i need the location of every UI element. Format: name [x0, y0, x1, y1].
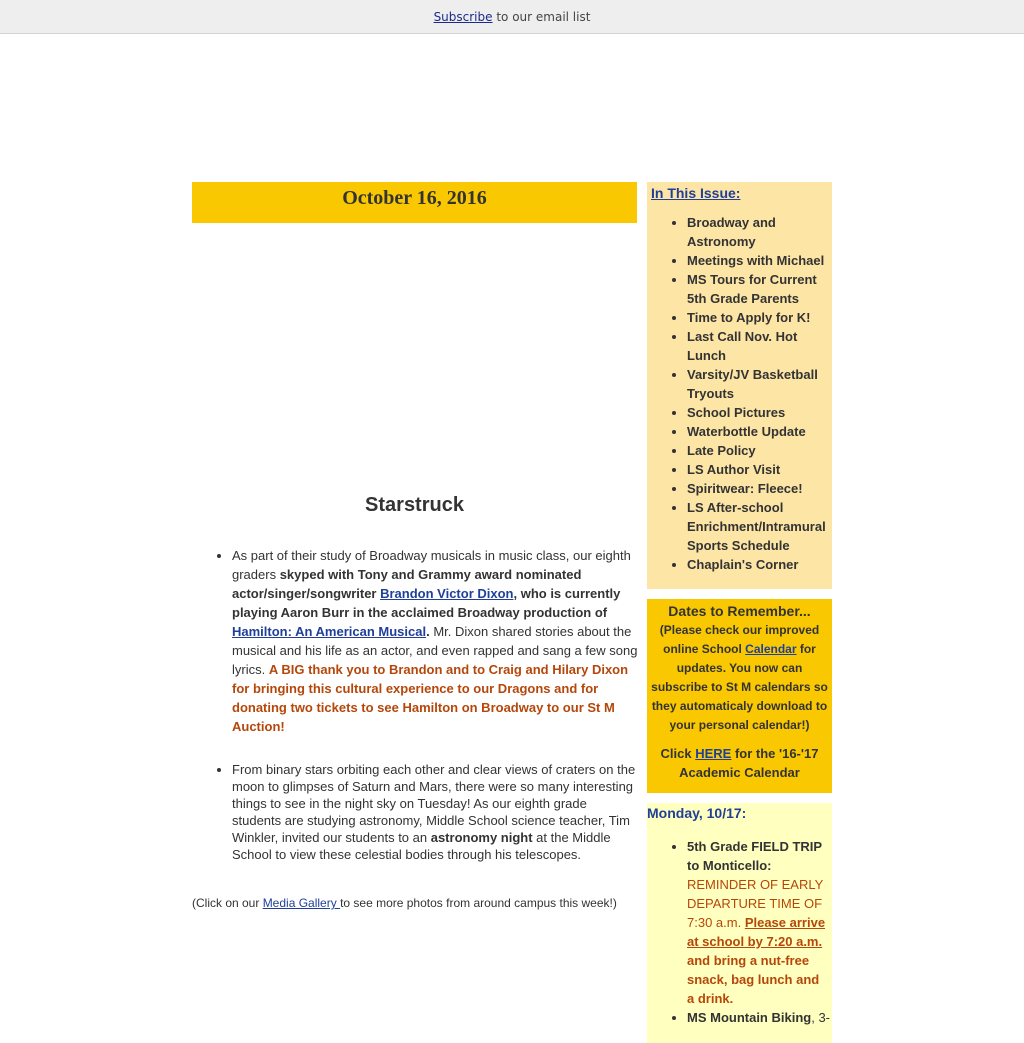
dates-title: Dates to Remember... [668, 603, 811, 619]
issue-item: • Chaplain's Corner [687, 555, 828, 574]
story1-bold2: , who is currently playing Aaron Burr in the acclaimed Broadway production of [232, 586, 621, 620]
in-this-issue-box [647, 182, 832, 589]
subscribe-bar [0, 0, 1024, 34]
click-prefix: Click [660, 746, 696, 761]
issue-item: • Varsity/JV Basketball Tryouts [687, 365, 828, 403]
monday-heading: Monday, 10/17: [647, 805, 747, 821]
departure-reminder: REMINDER OF EARLY DEPARTURE TIME OF 7:30 a.m. [687, 877, 824, 930]
click-suffix: for the '16-'17 Academic Calendar [679, 746, 819, 780]
subscribe-text: to our email list [492, 10, 591, 24]
issue-item: • LS After-school Enrichment/Intramural Sports Schedule [687, 498, 828, 555]
event-item-mountain-biking [687, 1008, 830, 1027]
dates-to-remember-box [647, 599, 832, 793]
issue-item: • Spiritwear: Fleece! [687, 479, 828, 498]
field-trip-rest: and bring a nut-free snack, bag lunch and a drink. [687, 953, 820, 1006]
story2-bold: astronomy night [430, 830, 533, 845]
article-title: Starstruck [365, 494, 464, 516]
issue-item: • Broadway and Astronomy [687, 213, 828, 251]
issue-item: • Time to Apply for K! [687, 308, 828, 327]
dates-body-suffix: for updates. You now can subscribe to St M calendars so they automaticaly download to your personal calendar!) [651, 642, 828, 732]
story-section [192, 546, 638, 888]
story2-text2: at the Middle School to view these celestial bodies through his telescopes. [232, 830, 611, 862]
dates-body [647, 621, 832, 735]
subscribe-link[interactable]: Subscribe [433, 10, 493, 24]
date-banner: October 16, 2016 [192, 182, 637, 223]
field-trip-label: 5th Grade FIELD TRIP to Monticello: [687, 839, 822, 873]
brandon-dixon-link[interactable]: Brandon Victor Dixon [380, 586, 514, 601]
issue-item: • Meetings with Michael [687, 251, 828, 270]
story-item-broadway [232, 546, 638, 736]
academic-calendar-line [647, 744, 832, 782]
gallery-note [192, 895, 638, 911]
dates-body-prefix: (Please check our improved online School [659, 623, 820, 656]
story-list [192, 546, 638, 863]
issue-list [647, 213, 832, 574]
story1-intro: As part of their study of Broadway musicals in music class, our eighth graders [232, 548, 631, 582]
mountain-biking-label: MS Mountain Biking [687, 1010, 812, 1025]
here-link[interactable]: HERE [695, 746, 732, 761]
issue-item: • Last Call Nov. Hot Lunch [687, 327, 828, 365]
issue-item: • Waterbottle Update [687, 422, 828, 441]
story1-bold1: skyped with Tony and Grammy award nominated actor/singer/songwriter [232, 567, 582, 601]
event-item-field-trip [687, 837, 830, 1008]
issue-item: • LS Author Visit [687, 460, 828, 479]
media-gallery-link[interactable]: Media Gallery [262, 896, 341, 910]
arrive-by-link[interactable]: Please arrive at school by 7:20 a.m. [687, 915, 826, 949]
mountain-biking-rest: , 3- [811, 1010, 831, 1025]
gallery-prefix: (Click on our [192, 896, 263, 910]
calendar-link[interactable]: Calendar [745, 642, 797, 656]
issue-item: • MS Tours for Current 5th Grade Parents [687, 270, 828, 308]
story2-text1: From binary stars orbiting each other and clear views of craters on the moon to glimpses of Saturn and Mars, there were so many interesting things to see in the night sky on Tuesday! As our eighth grade students are studying astronomy, Middle School science teacher, Tim Winkler, invited our students to an [232, 762, 636, 845]
in-this-issue-heading[interactable]: In This Issue: [651, 185, 741, 201]
story1-text2: Mr. Dixon shared stories about the musical and his life as an actor, and even rapped and sang a few song lyrics. [232, 624, 638, 677]
issue-item: • Late Policy [687, 441, 828, 460]
monday-events-box [647, 803, 832, 1043]
story1-thanks: A BIG thank you to Brandon and to Craig and Hilary Dixon for bringing this cultural experience to our Dragons and for donating two tickets to see Hamilton on Broadway to our St M Auction! [232, 662, 629, 734]
hamilton-link[interactable]: Hamilton: An American Musical [232, 624, 427, 639]
monday-event-list [647, 837, 832, 1027]
story-item-astronomy [232, 761, 638, 863]
gallery-suffix: to see more photos from around campus this week!) [340, 896, 617, 910]
issue-item: • School Pictures [687, 403, 828, 422]
story1-bold3: . [426, 624, 430, 639]
